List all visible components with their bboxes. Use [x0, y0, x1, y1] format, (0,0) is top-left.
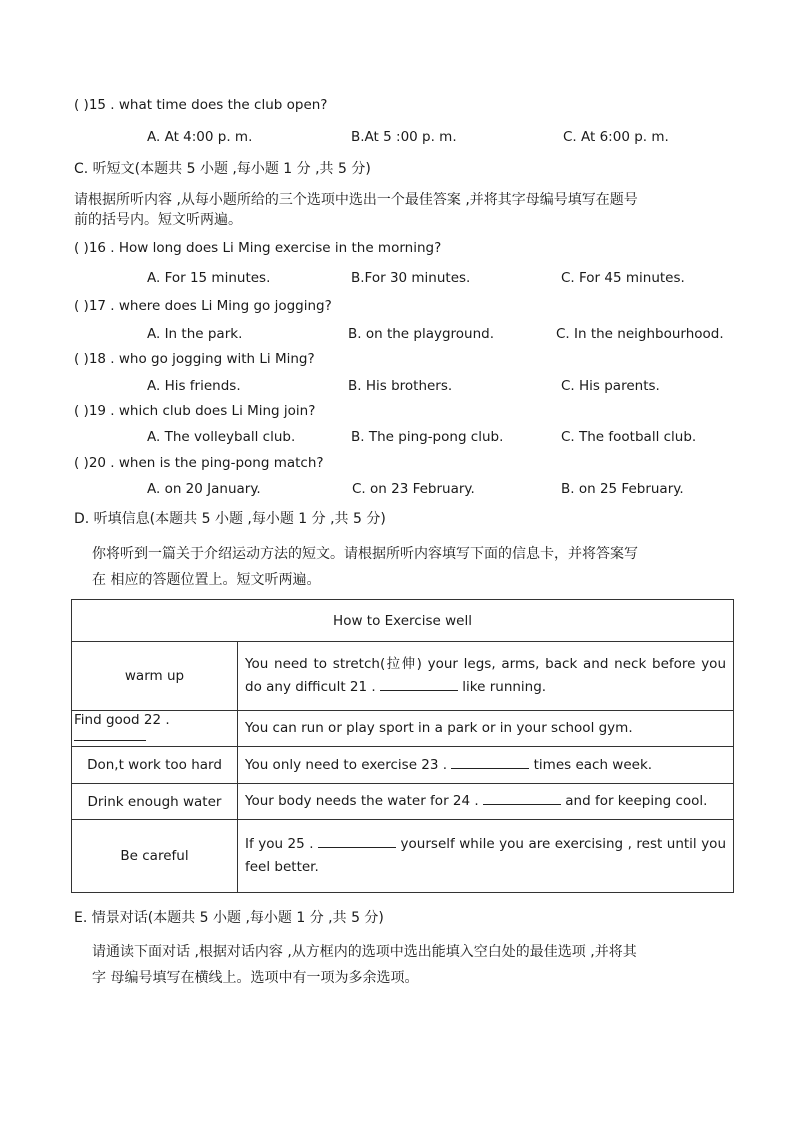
answer-blank-24[interactable]: [483, 792, 561, 805]
table-row: [72, 747, 734, 784]
answer-blank-23[interactable]: [451, 756, 529, 769]
exercise-info-table: [71, 599, 734, 893]
table-row-content: You can run or play sport in a park or in your school gym.: [238, 711, 734, 747]
question-20-option-a: A. on 20 January.: [147, 481, 261, 497]
question-18-option-b: B. His brothers.: [348, 378, 453, 394]
table-row-label: Don,t work too hard: [72, 747, 238, 784]
section-e-instructions-1: 请通读下面对话 ,根据对话内容 ,从方框内的选项中选出能填入空白处的最佳选项 ,并将其: [92, 944, 637, 960]
table-row-text-tail: times each week.: [529, 756, 653, 773]
table-row: [72, 784, 734, 820]
table-title: How to Exercise well: [72, 600, 734, 642]
table-row-content: [238, 642, 734, 711]
table-row: [72, 642, 734, 711]
table-row-content: [238, 820, 734, 893]
table-row-text-tail: yourself while you are exercising , rest until you feel better.: [245, 836, 726, 875]
table-row-content: [238, 747, 734, 784]
table-row-label: [72, 711, 238, 747]
section-c-instructions-1: 请根据所听内容 ,从每小题所给的三个选项中选出一个最佳答案 ,并将其字母编号填写在题号: [74, 192, 638, 208]
section-c-title: C. 听短文(本题共 5 小题 ,每小题 1 分 ,共 5 分): [74, 161, 371, 177]
question-16-stem: ( )16 . How long does Li Ming exercise in the morning?: [74, 240, 442, 256]
section-e-title: E. 情景对话(本题共 5 小题 ,每小题 1 分 ,共 5 分): [74, 910, 384, 926]
section-c-instructions-2: 前的括号内。短文听两遍。: [74, 212, 242, 228]
section-e-instructions-2: 字 母编号填写在横线上。选项中有一项为多余选项。: [92, 970, 419, 986]
question-19-option-a: A. The volleyball club.: [147, 429, 296, 445]
table-row-label: warm up: [72, 642, 238, 711]
question-16-option-c: C. For 45 minutes.: [561, 270, 685, 286]
table-row-text-tail: and for keeping cool.: [560, 793, 708, 809]
question-20-option-b: C. on 23 February.: [352, 481, 475, 497]
question-19-stem: ( )19 . which club does Li Ming join?: [74, 403, 316, 419]
section-d-title: D. 听填信息(本题共 5 小题 ,每小题 1 分 ,共 5 分): [74, 511, 386, 527]
table-row-text-tail: like running.: [457, 679, 547, 695]
table-row-label-text: Find good 22 .: [74, 712, 170, 728]
table-row-text: If you 25 .: [245, 836, 314, 852]
question-20-option-c: B. on 25 February.: [561, 481, 684, 497]
question-18-stem: ( )18 . who go jogging with Li Ming?: [74, 351, 315, 367]
section-d-instructions-1: 你将听到一篇关于介绍运动方法的短文。请根据所听内容填写下面的信息卡，并将答案写: [92, 546, 638, 562]
question-15-option-a: A. At 4:00 p. m.: [147, 129, 253, 145]
table-row-label: Be careful: [72, 820, 238, 893]
question-19-option-b: B. The ping-pong club.: [351, 429, 504, 445]
question-15-option-b: B.At 5 :00 p. m.: [351, 129, 457, 145]
table-row-content: [238, 784, 734, 820]
answer-blank-21[interactable]: [380, 678, 458, 691]
question-18-option-a: A. His friends.: [147, 378, 241, 394]
question-19-option-c: C. The football club.: [561, 429, 697, 445]
question-17-option-c: C. In the neighbourhood.: [556, 326, 724, 342]
table-row: [72, 711, 734, 747]
question-18-option-c: C. His parents.: [561, 378, 660, 394]
question-17-stem: ( )17 . where does Li Ming go jogging?: [74, 298, 332, 314]
section-d-instructions-2: 在 相应的答题位置上。短文听两遍。: [92, 572, 321, 588]
table-row-label: Drink enough water: [72, 784, 238, 820]
table-row-text: You only need to exercise 23 .: [245, 756, 448, 773]
question-17-option-a: A. In the park.: [147, 326, 243, 342]
table-row-text: You need to stretch(拉伸) your legs, arms, back and neck before you do any difficult 21 .: [245, 656, 726, 695]
table-row: [72, 820, 734, 893]
question-16-option-a: A. For 15 minutes.: [147, 270, 271, 286]
question-16-option-b: B.For 30 minutes.: [351, 270, 471, 286]
question-15-stem: ( )15 . what time does the club open?: [74, 97, 328, 113]
answer-blank-25[interactable]: [318, 835, 396, 848]
question-15-option-c: C. At 6:00 p. m.: [563, 129, 669, 145]
question-20-stem: ( )20 . when is the ping-pong match?: [74, 455, 324, 471]
question-17-option-b: B. on the playground.: [348, 326, 495, 342]
table-row-text: Your body needs the water for 24 .: [245, 793, 479, 809]
answer-blank-22[interactable]: [74, 728, 146, 741]
